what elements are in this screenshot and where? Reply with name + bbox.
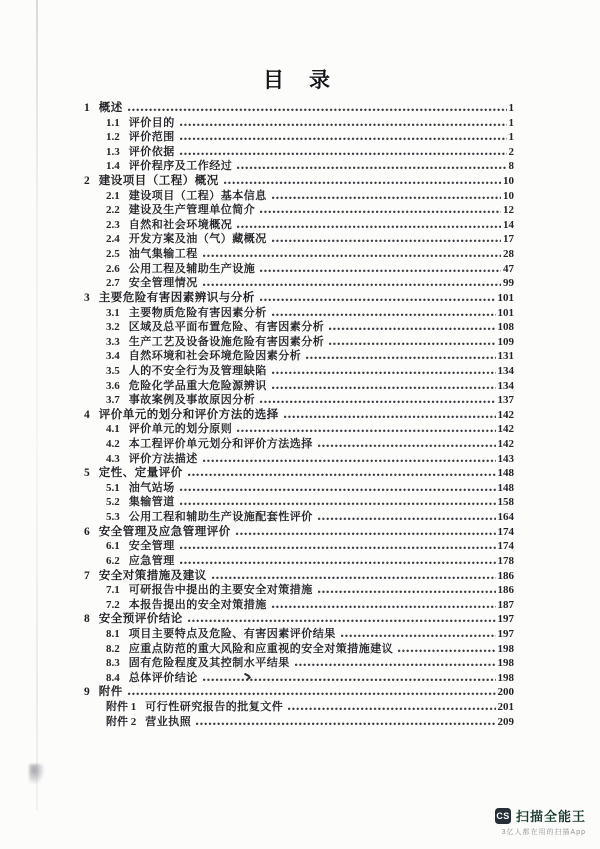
- toc-entry-number: 2.7: [106, 277, 120, 290]
- dot-leader: [341, 633, 496, 637]
- table-of-contents: [84, 99, 514, 727]
- toc-entry-title: 营业执照: [145, 715, 192, 728]
- toc-entry-title: 评价程序及工作经过: [128, 160, 233, 173]
- toc-entry-page: 108: [497, 321, 514, 334]
- toc-entry-title: 安全对策措施及建议: [98, 569, 207, 582]
- toc-entry-number: 1: [84, 102, 90, 114]
- dot-leader: [318, 589, 496, 593]
- toc-entry-number: 6.1: [106, 540, 120, 553]
- dot-leader: [180, 122, 507, 126]
- toc-entry-number: 8.1: [106, 627, 120, 640]
- toc-entry: [84, 260, 514, 275]
- ink-smudge-mark: [243, 673, 252, 681]
- toc-entry-number: 5: [84, 467, 90, 480]
- toc-entry: [84, 567, 514, 582]
- page-title: 目 录: [263, 68, 332, 92]
- toc-entry-page: 164: [497, 511, 514, 524]
- toc-entry-title: 可行性研究报告的批复文件: [145, 700, 284, 713]
- toc-entry-page: 198: [497, 671, 514, 684]
- dot-leader: [180, 545, 496, 549]
- toc-entry-title: 评价范围: [128, 131, 175, 144]
- scan-edge-artifact: [36, 0, 38, 810]
- toc-entry: [84, 610, 514, 625]
- toc-entry-number: 6: [84, 525, 90, 538]
- toc-entry-page: 148: [497, 467, 514, 480]
- toc-entry-number: 附件 2: [106, 715, 137, 728]
- toc-entry: [84, 581, 514, 596]
- toc-entry: [84, 552, 514, 567]
- toc-entry-number: 8: [84, 613, 90, 626]
- toc-entry-number: 7.1: [106, 584, 120, 597]
- dot-leader: [260, 268, 501, 272]
- toc-entry: [84, 625, 514, 640]
- toc-entry: [84, 537, 514, 552]
- toc-entry: [84, 435, 514, 450]
- toc-entry-title: 自然环境和社会环境危险因素分析: [128, 350, 302, 363]
- dot-leader: [237, 428, 495, 432]
- toc-entry-number: 2: [84, 175, 90, 188]
- dot-leader: [260, 209, 501, 213]
- toc-entry-number: 3.4: [106, 350, 120, 363]
- toc-entry-page: 1: [508, 102, 514, 114]
- toc-entry-page: 17: [503, 233, 514, 246]
- dot-leader: [288, 706, 495, 710]
- toc-entry: [84, 479, 514, 494]
- dot-leader: [237, 224, 501, 228]
- toc-entry: [84, 274, 514, 289]
- dot-leader: [398, 648, 495, 652]
- toc-entry-title: 事故案例及事故原因分析: [128, 394, 256, 407]
- dot-leader: [188, 618, 496, 622]
- toc-entry-page: 197: [497, 613, 514, 626]
- toc-entry-number: 2.6: [106, 262, 120, 275]
- dot-leader: [272, 370, 496, 374]
- dot-leader: [272, 385, 496, 389]
- toc-entry-number: 2.1: [106, 189, 120, 202]
- toc-entry-title: 评价依据: [128, 145, 175, 158]
- toc-entry-title: 主要物质危险有害因素分析: [128, 306, 267, 319]
- toc-entry-page: 14: [503, 218, 514, 231]
- toc-entry-number: 8.2: [106, 642, 120, 655]
- toc-entry-number: 8.4: [106, 671, 120, 684]
- toc-entry-title: 安全预评价结论: [98, 613, 183, 626]
- toc-entry-page: 174: [497, 540, 514, 553]
- toc-entry-page: 1: [508, 116, 514, 129]
- toc-entry: [84, 157, 514, 172]
- toc-entry: [84, 640, 514, 655]
- dot-leader: [318, 516, 496, 520]
- toc-entry-page: 101: [497, 291, 514, 304]
- toc-entry-title: 安全管理情况: [128, 277, 198, 290]
- toc-entry-number: 3.1: [106, 306, 120, 319]
- toc-entry: [84, 304, 514, 319]
- toc-entry-title: 总体评价结论: [128, 671, 198, 684]
- toc-entry-title: 评价目的: [128, 116, 175, 129]
- dot-leader: [128, 691, 496, 695]
- dot-leader: [212, 575, 496, 579]
- toc-entry-title: 本工程评价单元划分和评价方法选择: [128, 438, 313, 451]
- toc-entry: [84, 406, 514, 421]
- toc-entry-title: 固有危险程度及其控制水平结果: [128, 657, 290, 670]
- toc-entry: [84, 201, 514, 216]
- toc-entry-title: 集输管道: [128, 496, 175, 509]
- toc-entry-page: 142: [497, 438, 514, 451]
- toc-entry-number: 1.3: [106, 145, 120, 158]
- toc-entry-page: 2: [508, 145, 514, 158]
- camscanner-watermark: [495, 806, 586, 837]
- toc-entry-page: 148: [497, 481, 514, 494]
- toc-entry: [84, 377, 514, 392]
- toc-entry-title: 安全管理: [128, 540, 175, 553]
- toc-entry-number: 1.2: [106, 131, 120, 144]
- toc-entry-number: 3.5: [106, 364, 120, 377]
- toc-entry: [84, 362, 514, 377]
- toc-entry-title: 油气集输工程: [128, 248, 198, 261]
- toc-entry: [84, 230, 514, 245]
- toc-entry-number: 9: [84, 686, 90, 699]
- toc-entry-number: 4.3: [106, 452, 120, 465]
- toc-entry-number: 2.4: [106, 233, 120, 246]
- dot-leader: [329, 326, 495, 330]
- toc-entry: [84, 683, 514, 698]
- toc-entry-page: 197: [497, 627, 514, 640]
- toc-entry-page: 187: [497, 598, 514, 611]
- dot-leader: [180, 560, 496, 564]
- toc-entry-title: 自然和社会环境概况: [128, 218, 233, 231]
- toc-entry-number: 1.1: [106, 116, 120, 129]
- toc-entry-title: 建设及生产管理单位简介: [128, 204, 256, 217]
- toc-entry: [84, 245, 514, 260]
- toc-entry-number: 附件 1: [106, 700, 137, 713]
- toc-entry-page: 28: [503, 248, 514, 261]
- toc-entry-number: 5.2: [106, 496, 120, 509]
- toc-entry-title: 区域及总平面布置危险、有害因素分析: [128, 321, 325, 334]
- toc-entry-title: 定性、定量评价: [98, 467, 183, 480]
- toc-entry: [84, 596, 514, 611]
- toc-entry-number: 4.2: [106, 438, 120, 451]
- toc-entry-title: 本报告提出的安全对策措施: [128, 598, 267, 611]
- camscanner-tagline: 3亿人都在用的扫描App: [501, 829, 586, 836]
- toc-entry-number: 7: [84, 569, 90, 582]
- camscanner-app-name: 扫描全能王: [515, 809, 586, 824]
- toc-entry: [84, 450, 514, 465]
- toc-entry: [84, 143, 514, 158]
- toc-entry-page: 178: [497, 554, 514, 567]
- dot-leader: [196, 721, 495, 725]
- toc-entry: [84, 347, 514, 362]
- dot-leader: [128, 107, 507, 111]
- toc-entry-page: 1: [508, 131, 514, 144]
- toc-entry-page: 143: [497, 452, 514, 465]
- toc-entry-title: 应重点防范的重大风险和应重视的安全对策措施建议: [128, 642, 394, 655]
- toc-entry-title: 项目主要特点及危险、有害因素评价结果: [128, 627, 336, 640]
- toc-entry-title: 公用工程和辅助生产设施配套性评价: [128, 511, 313, 524]
- dot-leader: [284, 414, 496, 418]
- toc-entry-number: 2.2: [106, 204, 120, 217]
- camscanner-badge-row: [495, 806, 586, 825]
- toc-entry-page: 201: [497, 700, 514, 713]
- dot-leader: [203, 253, 501, 257]
- dot-leader: [180, 136, 507, 140]
- toc-entry-title: 概述: [98, 102, 123, 114]
- toc-entry-page: 47: [503, 262, 514, 275]
- toc-entry: [84, 654, 514, 669]
- toc-entry-title: 评价单元的划分和评价方法的选择: [98, 408, 279, 421]
- toc-entry-title: 应急管理: [128, 554, 175, 567]
- toc-entry: [84, 464, 514, 479]
- toc-entry: [84, 289, 514, 304]
- dot-leader: [318, 443, 496, 447]
- toc-entry-page: 158: [497, 496, 514, 509]
- dot-leader: [272, 604, 496, 608]
- toc-entry-number: 4.1: [106, 423, 120, 436]
- dot-leader: [180, 487, 496, 491]
- toc-entry: [84, 187, 514, 202]
- toc-entry: [84, 493, 514, 508]
- dot-leader: [260, 297, 496, 301]
- toc-entry: [84, 114, 514, 129]
- toc-entry-page: 137: [497, 394, 514, 407]
- dot-leader: [180, 151, 507, 155]
- toc-entry-page: 99: [503, 277, 514, 290]
- toc-entry-page: 186: [497, 584, 514, 597]
- toc-entry-page: 198: [497, 657, 514, 670]
- toc-entry-title: 评价方法描述: [128, 452, 198, 465]
- toc-entry-title: 可研报告中提出的主要安全对策措施: [128, 584, 313, 597]
- toc-entry-page: 186: [497, 569, 514, 582]
- toc-entry-number: 5.3: [106, 511, 120, 524]
- toc-entry: [84, 698, 514, 713]
- toc-entry-number: 6.2: [106, 554, 120, 567]
- toc-entry-number: 3.6: [106, 379, 120, 392]
- dot-leader: [295, 662, 496, 666]
- toc-entry-title: 人的不安全行为及管理缺陷: [128, 364, 267, 377]
- toc-entry-page: 200: [497, 686, 514, 699]
- toc-entry: [84, 128, 514, 143]
- toc-entry: [84, 172, 514, 187]
- toc-entry-title: 生产工艺及设备设施危险有害因素分析: [128, 335, 325, 348]
- toc-entry-page: 109: [497, 335, 514, 348]
- toc-entry-number: 3.2: [106, 321, 120, 334]
- toc-entry-page: 209: [497, 715, 514, 728]
- dot-leader: [188, 472, 496, 476]
- toc-entry-number: 7.2: [106, 598, 120, 611]
- dot-leader: [329, 341, 495, 345]
- toc-entry: [84, 523, 514, 538]
- dot-leader: [260, 399, 495, 403]
- toc-entry-title: 开发方案及油（气）藏概况: [128, 233, 267, 246]
- toc-entry-page: 134: [497, 379, 514, 392]
- toc-entry: [84, 318, 514, 333]
- toc-entry-number: 2.5: [106, 248, 120, 261]
- toc-entry-number: 1.4: [106, 160, 120, 173]
- toc-entry-page: 198: [497, 642, 514, 655]
- toc-entry-number: 3.7: [106, 394, 120, 407]
- toc-entry: [84, 391, 514, 406]
- toc-entry: [84, 420, 514, 435]
- toc-entry-title: 安全管理及应急管理评价: [98, 525, 231, 538]
- toc-entry: [84, 333, 514, 348]
- toc-entry-title: 附件: [98, 686, 123, 699]
- toc-entry-page: 101: [497, 306, 514, 319]
- toc-entry: [84, 508, 514, 523]
- toc-entry-page: 10: [503, 189, 514, 202]
- toc-entry-number: 8.3: [106, 657, 120, 670]
- toc-entry-title: 建设项目（工程）概况: [98, 175, 219, 188]
- dot-leader: [203, 282, 501, 286]
- toc-entry: [84, 669, 514, 684]
- toc-entry-title: 危险化学品重大危险源辨识: [128, 379, 267, 392]
- toc-entry-page: 131: [497, 350, 514, 363]
- toc-entry-page: 174: [497, 525, 514, 538]
- dot-leader: [224, 180, 501, 184]
- dot-leader: [272, 238, 501, 242]
- toc-entry-title: 公用工程及辅助生产设施: [128, 262, 256, 275]
- toc-entry-page: 12: [503, 204, 514, 217]
- toc-entry-page: 10: [503, 175, 514, 188]
- toc-entry-title: 主要危险有害因素辨识与分析: [98, 291, 255, 304]
- toc-entry-page: 134: [497, 364, 514, 377]
- toc-entry-number: 3: [84, 291, 90, 304]
- toc-entry: [84, 99, 514, 114]
- dot-leader: [272, 312, 496, 316]
- dot-leader: [203, 458, 496, 462]
- toc-entry: [84, 216, 514, 231]
- toc-entry-title: 油气站场: [128, 481, 175, 494]
- toc-entry-title: 评价单元的划分原则: [128, 423, 233, 436]
- dot-leader: [272, 195, 501, 199]
- toc-entry-page: 142: [497, 408, 514, 421]
- toc-entry-number: 2.3: [106, 218, 120, 231]
- toc-entry-number: 5.1: [106, 481, 120, 494]
- toc-entry-number: 4: [84, 408, 90, 421]
- toc-entry-title: 建设项目（工程）基本信息: [128, 189, 267, 202]
- scan-smudge-artifact: [29, 764, 44, 784]
- toc-entry: [84, 713, 514, 728]
- camscanner-logo-icon: CS: [495, 808, 511, 824]
- dot-leader: [236, 531, 496, 535]
- dot-leader: [306, 355, 495, 359]
- toc-entry-number: 3.3: [106, 335, 120, 348]
- dot-leader: [180, 501, 496, 505]
- toc-entry-page: 142: [497, 423, 514, 436]
- dot-leader: [237, 165, 506, 169]
- toc-entry-page: 8: [508, 160, 514, 173]
